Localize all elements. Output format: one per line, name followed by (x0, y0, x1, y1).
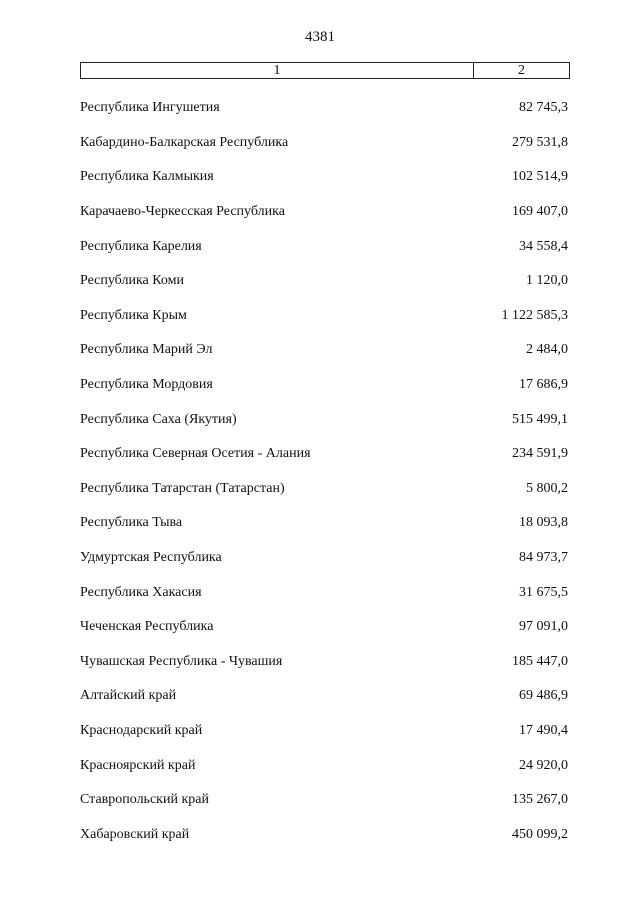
amount-value: 34 558,4 (519, 238, 568, 254)
region-name: Республика Коми (80, 273, 184, 289)
amount-value: 17 686,9 (519, 377, 568, 393)
region-name: Республика Хакасия (80, 584, 202, 600)
table-row (80, 402, 568, 437)
page-number: 4381 (305, 29, 335, 45)
amount-value: 24 920,0 (519, 757, 568, 773)
amount-value: 450 099,2 (512, 826, 568, 842)
region-name: Алтайский край (80, 688, 177, 704)
region-name: Чеченская Республика (80, 619, 214, 635)
amount-value: 102 514,9 (512, 169, 568, 185)
region-name: Республика Крым (80, 307, 187, 323)
amount-value: 169 407,0 (512, 204, 568, 220)
amount-value: 1 120,0 (526, 273, 568, 289)
table-row (80, 472, 568, 507)
region-name: Республика Карелия (80, 238, 202, 254)
table-row (80, 229, 568, 264)
table-row (80, 783, 568, 818)
amount-value: 185 447,0 (512, 653, 568, 669)
region-name: Республика Саха (Якутия) (80, 411, 237, 427)
region-name: Ставропольский край (80, 792, 209, 808)
amount-value: 5 800,2 (526, 480, 568, 496)
table-row (80, 368, 568, 403)
amount-value: 69 486,9 (519, 688, 568, 704)
region-name: Республика Мордовия (80, 377, 213, 393)
table-row (80, 333, 568, 368)
amount-value: 234 591,9 (512, 446, 568, 462)
table-row (80, 645, 568, 680)
region-name: Республика Ингушетия (80, 100, 220, 116)
table-row (80, 91, 568, 126)
table-row (80, 126, 568, 161)
region-name: Краснодарский край (80, 722, 203, 738)
table-row (80, 541, 568, 576)
region-name: Красноярский край (80, 757, 196, 773)
table-row (80, 610, 568, 645)
amount-value: 1 122 585,3 (501, 307, 568, 323)
table-row (80, 160, 568, 195)
table-body (80, 91, 568, 852)
amount-value: 18 093,8 (519, 515, 568, 531)
table-row (80, 506, 568, 541)
table-row (80, 748, 568, 783)
table-row (80, 575, 568, 610)
region-name: Республика Татарстан (Татарстан) (80, 480, 285, 496)
table-row (80, 817, 568, 852)
region-name: Республика Калмыкия (80, 169, 214, 185)
table-row (80, 299, 568, 334)
region-name: Карачаево-Черкесская Республика (80, 204, 285, 220)
region-name: Чувашская Республика - Чувашия (80, 653, 283, 669)
amount-value: 31 675,5 (519, 584, 568, 600)
region-name: Хабаровский край (80, 826, 190, 842)
amount-value: 17 490,4 (519, 722, 568, 738)
table-row (80, 437, 568, 472)
region-name: Республика Марий Эл (80, 342, 213, 358)
table-row (80, 679, 568, 714)
table-row (80, 714, 568, 749)
region-name: Республика Северная Осетия - Алания (80, 446, 311, 462)
region-name: Республика Тыва (80, 515, 183, 531)
amount-value: 97 091,0 (519, 619, 568, 635)
amount-value: 135 267,0 (512, 792, 568, 808)
table-header (80, 62, 570, 79)
amount-value: 515 499,1 (512, 411, 568, 427)
amount-value: 2 484,0 (526, 342, 568, 358)
table-row (80, 264, 568, 299)
column-header-2: 2 (518, 63, 525, 78)
amount-value: 82 745,3 (519, 100, 568, 116)
region-name: Удмуртская Республика (80, 550, 222, 566)
column-header-1: 1 (81, 63, 474, 78)
amount-value: 84 973,7 (519, 550, 568, 566)
amount-value: 279 531,8 (512, 134, 568, 150)
table-row (80, 195, 568, 230)
region-name: Кабардино-Балкарская Республика (80, 134, 289, 150)
